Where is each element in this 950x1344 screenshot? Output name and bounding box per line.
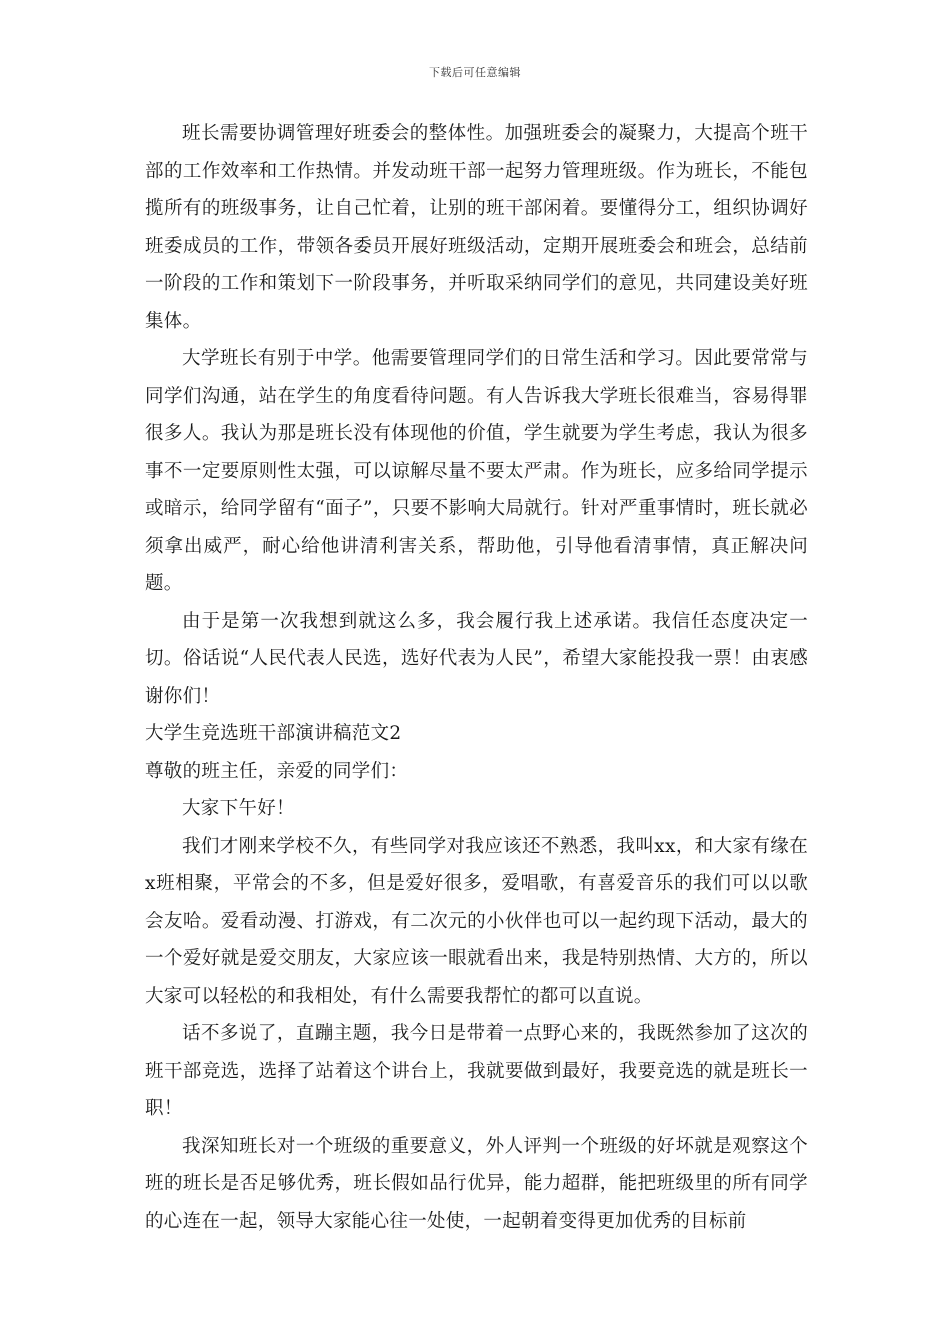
salutation: 尊敬的班主任，亲爱的同学们： (145, 760, 409, 782)
paragraph-1: 班长需要协调管理好班委会的整体性。加强班委会的凝聚力，大提高个班干部的工作效率和工作热情。并发动班干部一起努力管理班级。作为班长，不能包揽所有的班级事务，让自己忙着，让别的班干部闲着。要懂得分工，组织协调好班委成员的工作，带领各委员开展好班级活动，定期开展班委会和班会，总结前一阶段的工作和策划下一阶段事务，并听取采纳同学们的意见，共同建设美好班集体。 (145, 123, 808, 332)
page-header-note: 下载后可任意编辑 (429, 66, 521, 79)
paragraph-4: 我们才刚来学校不久，有些同学对我应该还不熟悉，我叫xx，和大家有缘在x班相聚，平常会的不多，但是爱好很多，爱唱歌，有喜爱音乐的我们可以以歌会友哈。爱看动漫、打游戏，有二次元的小伙伴也可以一起约现下活动，最大的一个爱好就是爱交朋友，大家应该一眼就看出来，我是特别热情、大方的，所以大家可以轻松的和我相处，有什么需要我帮忙的都可以直说。 (145, 835, 808, 1007)
document-body (145, 115, 808, 1240)
section-title: 大学生竞选班干部演讲稿范文2 (145, 723, 402, 744)
paragraph-3: 由于是第一次我想到就这么多，我会履行我上述承诺。我信任态度决定一切。俗话说“人民代表人民选，选好代表为人民”，希望大家能投我一票！由衷感谢你们！ (145, 610, 808, 707)
greeting: 大家下午好！ (182, 798, 295, 819)
paragraph-5: 话不多说了，直蹦主题，我今日是带着一点野心来的，我既然参加了这次的班干部竞选，选择了站着这个讲台上，我就要做到最好，我要竞选的就是班长一职！ (145, 1023, 808, 1119)
paragraph-6: 我深知班长对一个班级的重要意义，外人评判一个班级的好坏就是观察这个班的班长是否足够优秀，班长假如品行优异，能力超群，能把班级里的所有同学的心连在一起，领导大家能心往一处使，一起朝着变得更加优秀的目标前 (145, 1135, 808, 1232)
paragraph-2: 大学班长有别于中学。他需要管理同学们的日常生活和学习。因此要常常与同学们沟通，站在学生的角度看待问题。有人告诉我大学班长很难当，容易得罪很多人。我认为那是班长没有体现他的价值，学生就要为学生考虑，我认为很多事不一定要原则性太强，可以谅解尽量不要太严肃。作为班长，应多给同学提示或暗示，给同学留有“面子”，只要不影响大局就行。针对严重事情时，班长就必须拿出威严，耐心给他讲清利害关系，帮助他，引导他看清事情，真正解决问题。 (145, 348, 808, 594)
